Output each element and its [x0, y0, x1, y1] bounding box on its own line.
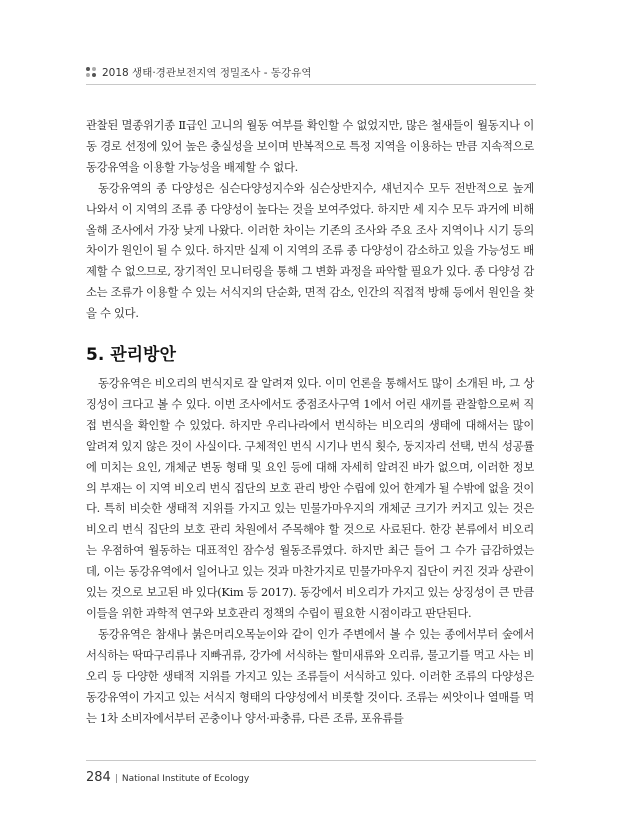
body-block-2: [86, 374, 534, 729]
footer-organization: National Institute of Ecology: [121, 774, 250, 784]
footer-divider: [86, 760, 536, 761]
header-title: 2018 생태·경관보전지역 정밀조사 - 동강유역: [102, 66, 312, 79]
running-header: [86, 62, 536, 82]
paragraph-3: 동강유역은 비오리의 번식지로 잘 알려져 있다. 이미 언론을 통해서도 많이 소개된 바, 그 상징성이 크다고 볼 수 있다. 이번 조사에서도 중점조사구역 1에서 어린 새끼를 관찰함으로써 직접 번식을 확인할 수 있었다. 하지만 우리나라에서 번식하는 비오리의 생태에 대해서는 많이 알려져 있지 않은 것이 사실이다. 구체적인 번식 시기나 번식 횟수, 둥지자리 선택, 번식 성공률에 미치는 요인, 개체군 변동 형태 및 요인 등에 대해 자세히 알려진 바가 없으며, 이러한 정보의 부재는 이 지역 비오리 번식 집단의 보호 관리 방안 수립에 있어 한계가 될 수밖에 없을 것이다. 특히 비슷한 생태적 지위를 가지고 있는 민물가마우지의 개체군 크기가 커지고 있는 것은 비오리 번식 집단의 보호 관리 차원에서 주목해야 할 것으로 사료된다. 한강 본류에서 비오리는 우점하여 월동하는 대표적인 잠수성 월동조류였다. 하지만 최근 들어 그 수가 급감하였는데, 이는 동강유역에서 일어나고 있는 것과 마찬가지로 민물가마우지 집단이 커진 것과 상관이 있는 것으로 보고된 바 있다(Kim 등 2017). 동강에서 비오리가 가지고 있는 상징성이 큰 만큼 이들을 위한 과학적 연구와 보호관리 정책의 수립이 필요한 시점이라고 판단된다.: [86, 377, 534, 620]
paragraph-1: 관찰된 멸종위기종 Ⅱ급인 고니의 월동 여부를 확인할 수 없었지만, 많은 철새들이 월동지나 이동 경로 선정에 있어 높은 충실성을 보이며 반복적으로 특정 지역을 이용하는 만큼 지속적으로 동강유역을 이용할 가능성을 배제할 수 없다.: [86, 119, 534, 174]
body-block-1: [86, 116, 534, 325]
header-dots-icon: [86, 67, 96, 77]
header-divider: [86, 84, 536, 85]
paragraph-2: 동강유역의 종 다양성은 심슨다양성지수와 심슨상반지수, 섀넌지수 모두 전반적으로 높게 나와서 이 지역의 조류 종 다양성이 높다는 것을 보여주었다. 하지만 세 지수 모두 과거에 비해 올해 조사에서 가장 낮게 나왔다. 이러한 차이는 기존의 조사와 주요 조사 지역이나 시기 등의 차이가 원인이 될 수 있다. 하지만 실제 이 지역의 조류 종 다양성이 감소하고 있을 가능성도 배제할 수 없으므로, 장기적인 모니터링을 통해 그 변화 과정을 파악할 필요가 있다. 종 다양성 감소는 조류가 이용할 수 있는 서식지의 단순화, 면적 감소, 인간의 직접적 방해 등에서 원인을 찾을 수 있다.: [86, 181, 534, 321]
page-footer: [86, 770, 249, 785]
page-number: 284: [86, 770, 111, 785]
section-title: 5. 관리방안: [86, 345, 176, 365]
footer-separator: |: [114, 774, 118, 784]
paragraph-4: 동강유역은 참새나 붉은머리오목눈이와 같이 인가 주변에서 볼 수 있는 종에서부터 숲에서 서식하는 딱따구리류나 지빠귀류, 강가에 서식하는 할미새류와 오리류, 물고기를 먹고 사는 비오리 등 다양한 생태적 지위를 가지고 있는 조류들이 서식하고 있다. 이러한 조류의 다양성은 동강유역이 가지고 있는 서식지 형태의 다양성에서 비롯할 것이다. 조류는 씨앗이나 열매를 먹는 1차 소비자에서부터 곤충이나 양서·파충류, 다른 조류, 포유류를: [86, 627, 534, 725]
